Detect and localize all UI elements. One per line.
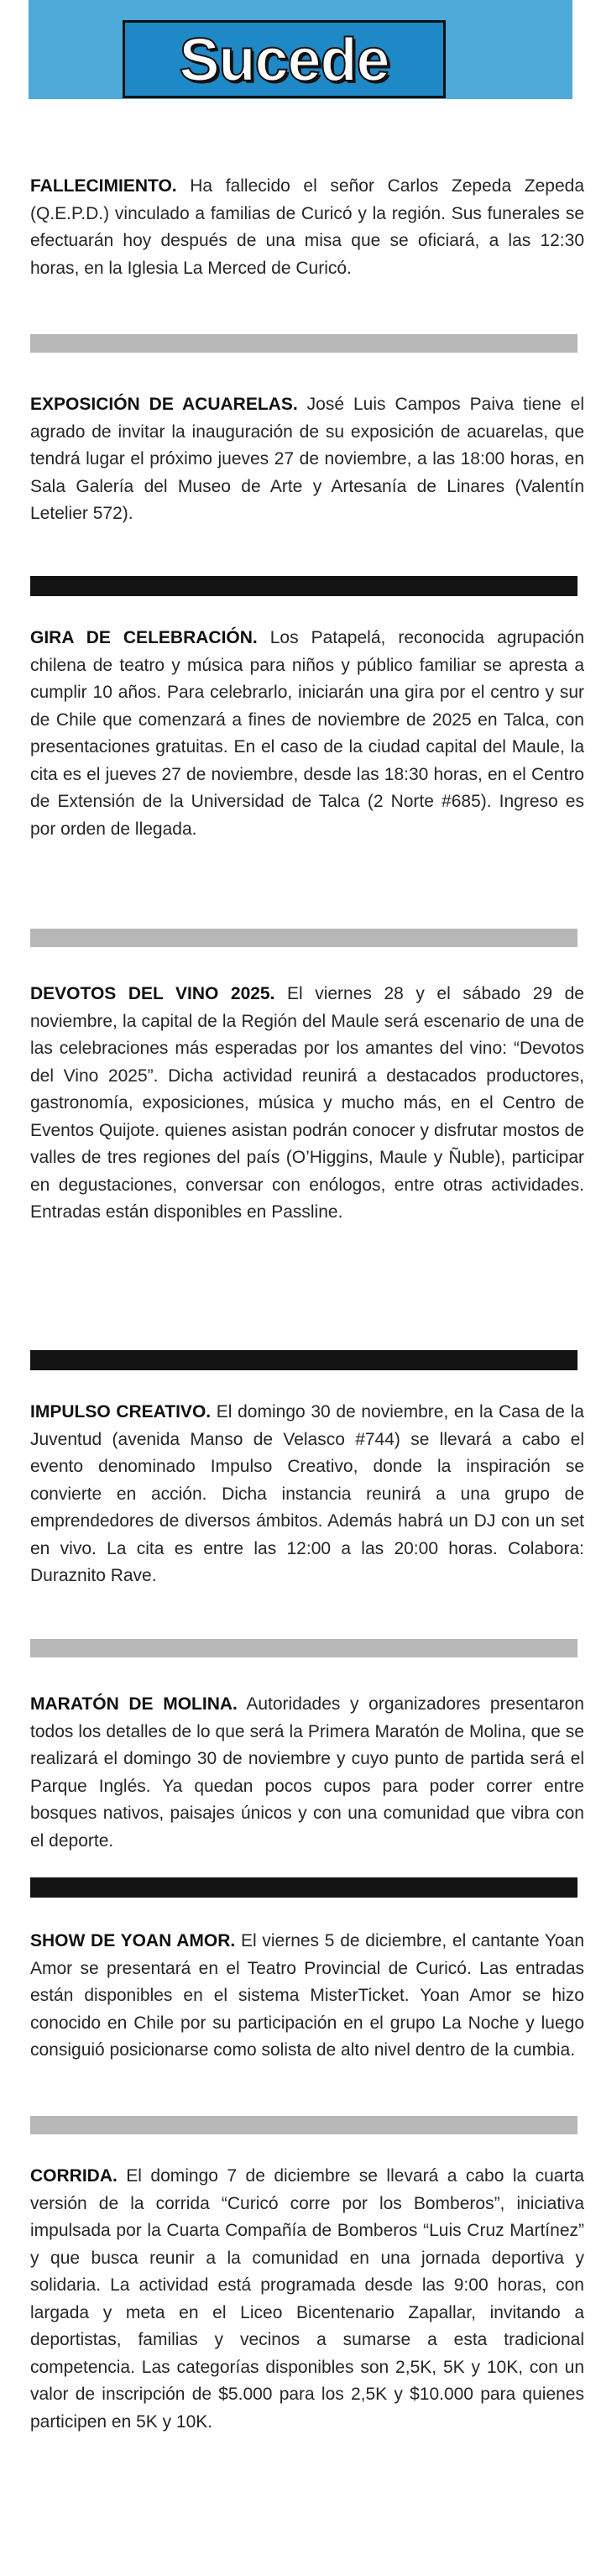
item-body: El viernes 28 y el sábado 29 de noviembre, la capital de la Región del Maule será escenario de una de las celebraciones más esperadas por los amantes del vino: “Devotos del Vino 2025”. Dicha actividad reunirá a destacados productores, gastronomía, exposiciones, música y mucho más, en el Centro de Eventos Quijote. quienes asistan podrán conocer y disfrutar mostos de valles de tres regiones del país (O’Higgins, Maule y Ñuble), participar en degustaciones, conversar con enólogos, entre otras actividades. Entradas están disponibles en Passline.: [30, 984, 584, 1222]
separator-gray: [30, 334, 577, 353]
separator-gray: [30, 929, 577, 947]
item-body: El domingo 30 de noviembre, en la Casa de la Juventud (avenida Manso de Velasco #744) se llevará a cabo el evento denominado Impulso Creativo, donde la inspiración se convierte en acción. Dicha instancia reunirá a una grupo de emprendedores de diversos ámbitos. Además habrá un DJ con un set en vivo. La cita es entre las 12:00 a las 20:00 horas. Colabora: Duraznito Rave.: [30, 1402, 584, 1585]
item-heading: MARATÓN DE MOLINA.: [30, 1694, 238, 1714]
news-item-devotos: [30, 981, 584, 1227]
item-body: El viernes 5 de diciembre, el cantante Yoan Amor se presentará en el Teatro Provincial de Curicó. Las entradas están disponibles en el sistema MisterTicket. Yoan Amor se hizo conocido en Chile por su participación en el grupo La Noche y luego consiguió posicionarse como solista de alto nivel dentro de la cumbia.: [30, 1931, 585, 2060]
item-body: El domingo 7 de diciembre se llevará a cabo la cuarta versión de la corrida “Curicó corre por los Bomberos”, iniciativa impulsada por la Cuarta Compañía de Bomberos “Luis Cruz Martínez” y que busca reunir a la comunidad en una jornada deportiva y solidaria. La actividad está programada desde las 9:00 horas, con largada y meta en el Liceo Bicentenario Zapallar, invitando a deportistas, familias y vecinos a sumarse a esta tradicional competencia. Las categorías disponibles son 2,5K, 5K y 10K, con un valor de inscripción de $5.000 para los 2,5K y $10.000 para quienes participen en 5K y 10K.: [30, 2166, 584, 2432]
section-title: Sucede: [179, 27, 389, 94]
separator-black: [30, 1350, 577, 1370]
news-item-maraton: [30, 1691, 584, 1855]
news-item-corrida: [30, 2163, 584, 2436]
separator-gray: [30, 2116, 577, 2134]
item-body: Los Patapelá, reconocida agrupación chilena de teatro y música para niños y público familiar se apresta a cumplir 10 años. Para celebrarlo, iniciarán una gira por el centro y sur de Chile que comenzará a fines de noviembre de 2025 en Talca, con presentaciones gratuitas. En el caso de la ciudad capital del Maule, la cita es el jueves 27 de noviembre, desde las 18:30 horas, en el Centro de Extensión de la Universidad de Talca (2 Norte #685). Ingreso es por orden de llegada.: [30, 628, 584, 839]
item-body: José Luis Campos Paiva tiene el agrado de invitar la inauguración de su exposición de acuarelas, que tendrá lugar el próximo jueves 27 de noviembre, a las 18:00 horas, en Sala Galería del Museo de Arte y Artesanía de Linares (Valentín Letelier 572).: [30, 395, 584, 523]
item-body: Autoridades y organizadores presentaron todos los detalles de lo que será la Primera Maratón de Molina, que se realizará el domingo 30 de noviembre y cuyo punto de partida será el Parque Inglés. Ya quedan pocos cupos para poder correr entre bosques nativos, paisajes únicos y con una comunidad que vibra con el deporte.: [30, 1694, 584, 1851]
news-item-fallecimiento: [30, 173, 584, 282]
news-item-gira: [30, 625, 584, 843]
item-heading: EXPOSICIÓN DE ACUARELAS.: [30, 395, 298, 414]
news-item-yoan-amor: [30, 1928, 584, 2065]
separator-gray: [30, 1639, 577, 1657]
news-item-acuarelas: [30, 391, 584, 528]
item-heading: IMPULSO CREATIVO.: [30, 1402, 212, 1422]
separator-black: [30, 1877, 577, 1898]
item-heading: GIRA DE CELEBRACIÓN.: [30, 628, 258, 647]
news-item-impulso: [30, 1399, 584, 1590]
item-heading: CORRIDA.: [30, 2166, 118, 2186]
item-heading: DEVOTOS DEL VINO 2025.: [30, 984, 275, 1003]
item-heading: FALLECIMIENTO.: [30, 176, 177, 196]
section-header: [123, 20, 446, 98]
separator-black: [30, 576, 577, 596]
item-heading: SHOW DE YOAN AMOR.: [30, 1931, 236, 1950]
item-body: Ha fallecido el señor Carlos Zepeda Zepeda (Q.E.P.D.) vinculado a familias de Curicó y la región. Sus funerales se efectuarán hoy después de una misa que se oficiará, a las 12:30 horas, en la Iglesia La Merced de Curicó.: [30, 176, 584, 278]
